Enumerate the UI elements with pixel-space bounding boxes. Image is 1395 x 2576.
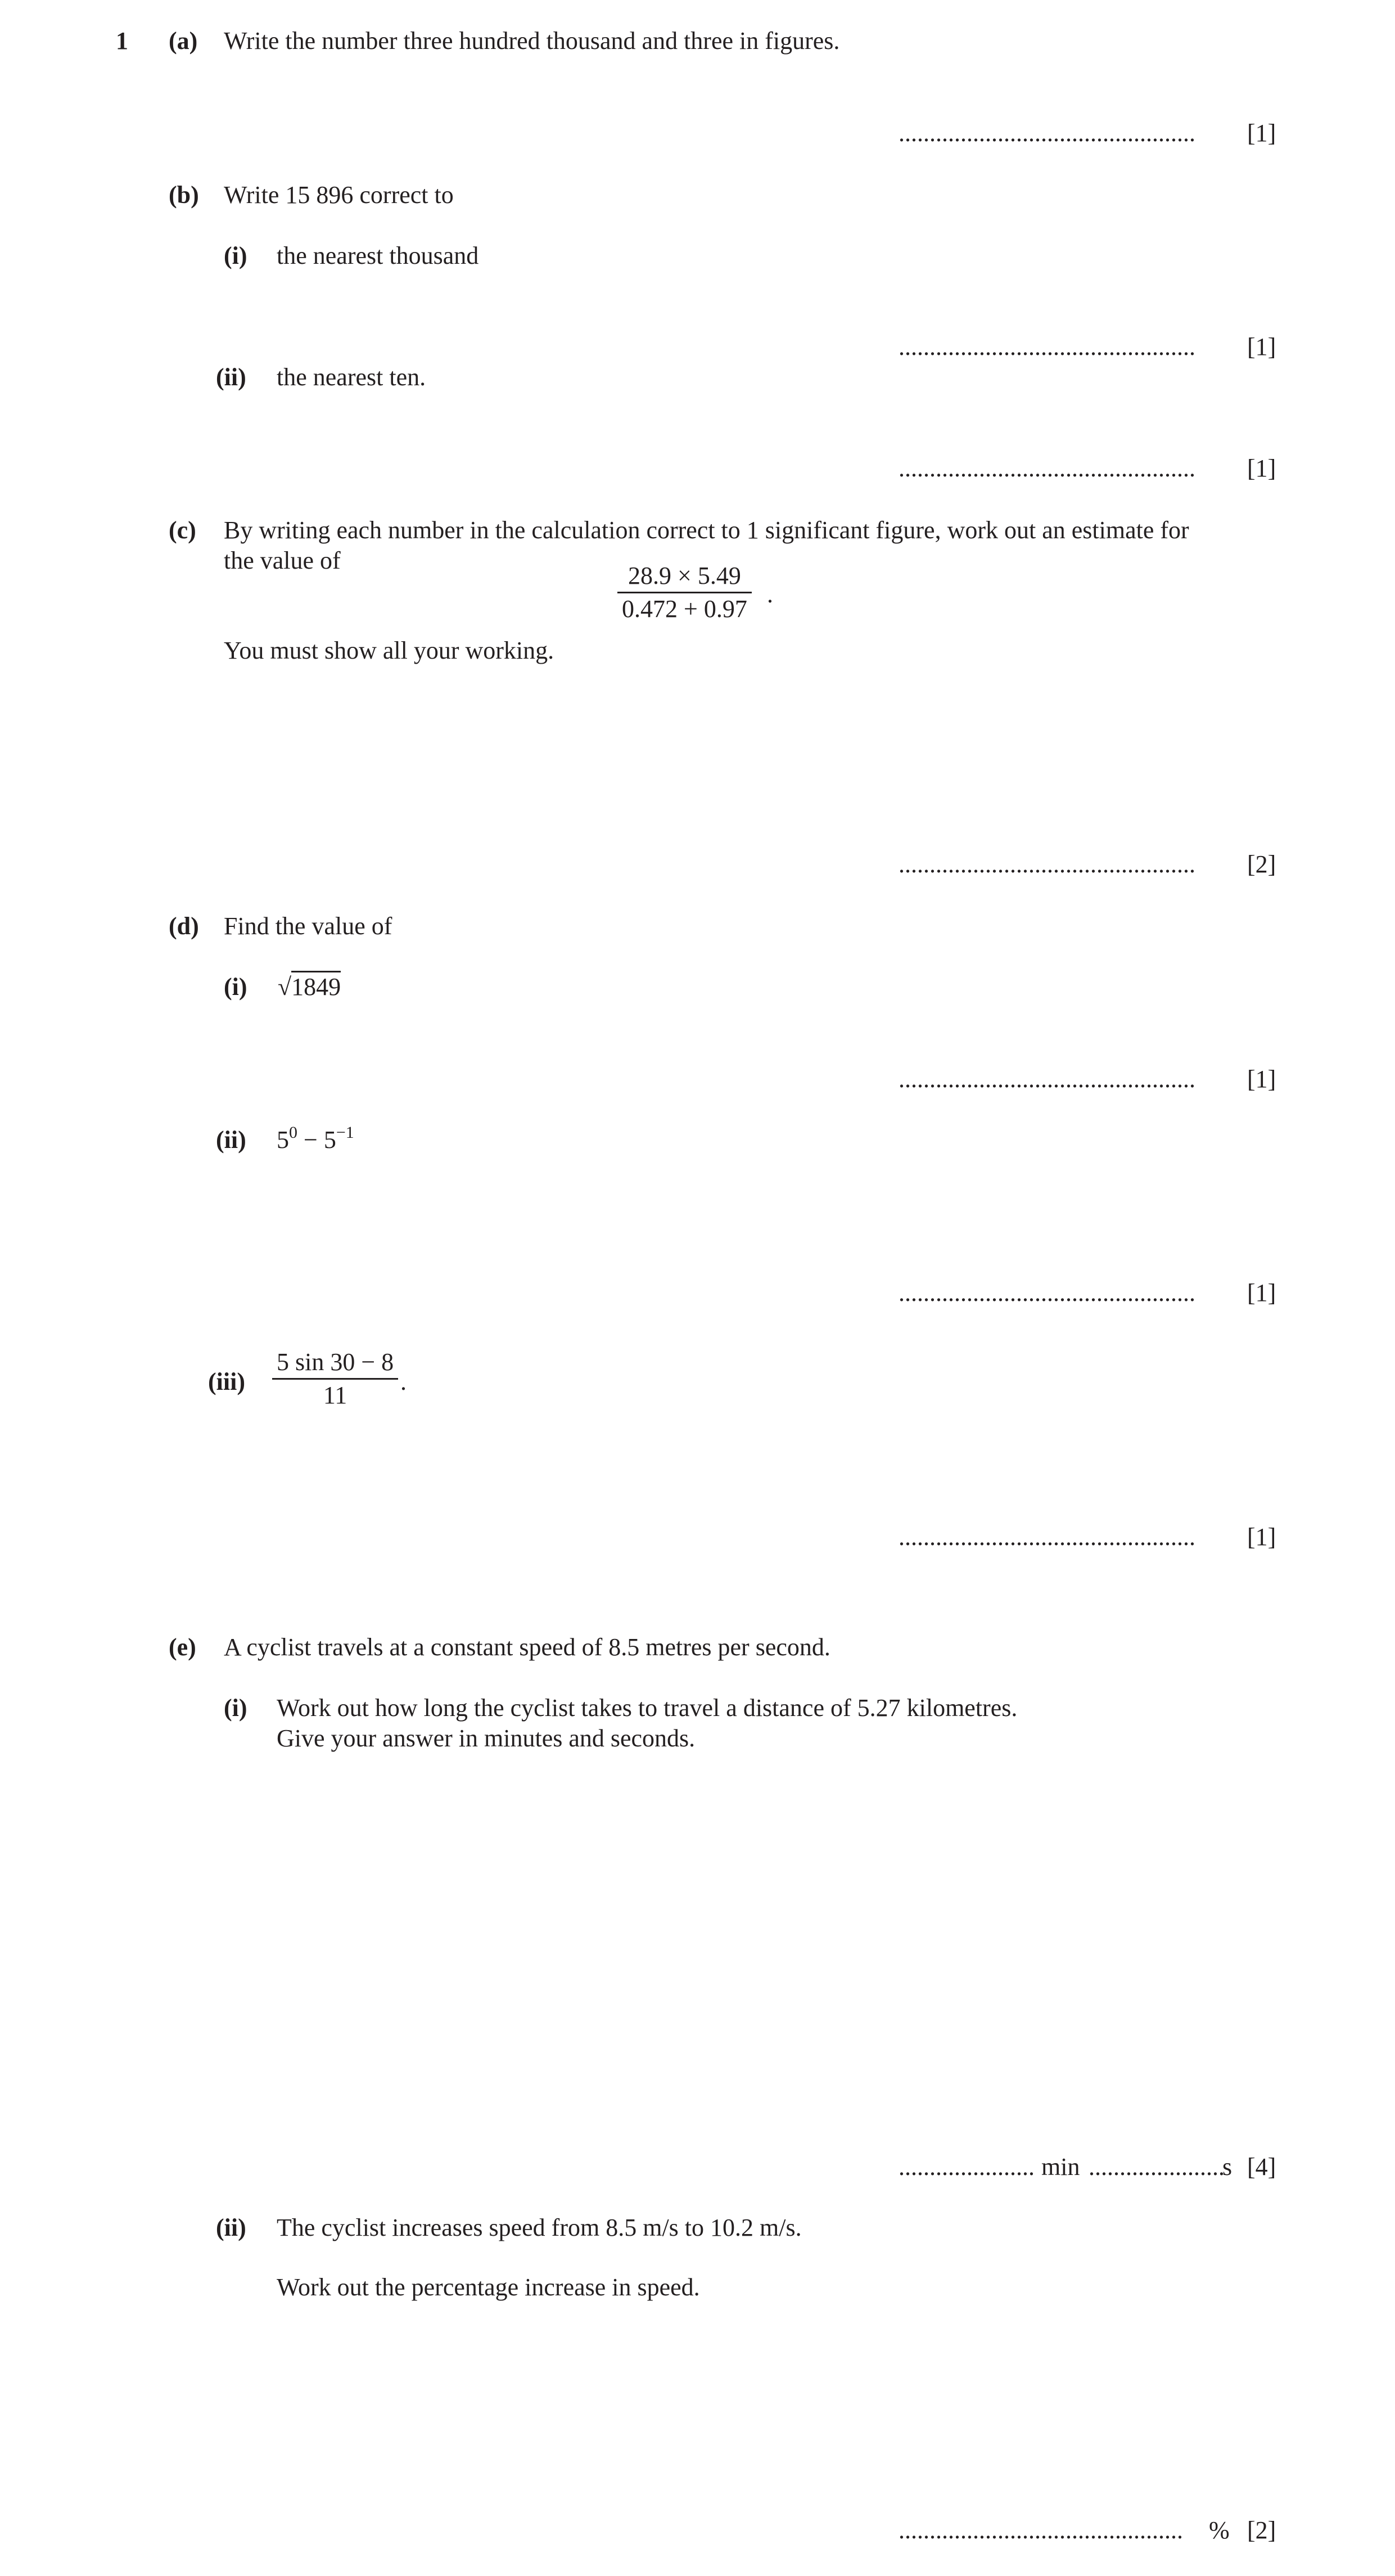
part-c-instruction: You must show all your working. — [224, 637, 554, 664]
part-d-ii-minus: − — [297, 1126, 324, 1154]
part-d-ii-answer-line[interactable]: ................................................ — [899, 1279, 1195, 1307]
part-c-label: (c) — [169, 516, 196, 544]
part-d-iii-end: . — [400, 1368, 407, 1395]
part-d-ii-exp1: 0 — [289, 1123, 297, 1142]
part-d-ii-expression — [277, 1125, 354, 1155]
part-c-marks: [2] — [1247, 850, 1276, 878]
part-d-iii-marks: [1] — [1247, 1523, 1276, 1551]
part-d-iii-label: (iii) — [208, 1368, 245, 1395]
part-e-ii-percent-unit: % — [1209, 2516, 1230, 2544]
part-b-ii-text: the nearest ten. — [277, 363, 426, 391]
part-d-ii-base2: 5 — [323, 1126, 336, 1154]
part-d-i-sqrt — [278, 971, 341, 1002]
part-c-numerator: 28.9 × 5.49 — [628, 562, 741, 589]
part-d-iii-answer-line[interactable]: ................................................ — [899, 1523, 1195, 1551]
part-e-i-text-line1: Work out how long the cyclist takes to travel a distance of 5.27 kilometres. — [277, 1694, 1018, 1722]
part-c-fraction — [617, 562, 752, 623]
part-e-ii-text: The cyclist increases speed from 8.5 m/s to 10.2 m/s. — [277, 2214, 802, 2241]
part-d-iii-fraction — [272, 1349, 398, 1409]
part-e-ii-answer-line[interactable]: .............................................. — [899, 2516, 1183, 2544]
part-c-fraction-end: . — [767, 580, 773, 608]
part-a-marks: [1] — [1247, 119, 1276, 147]
part-b-ii-label: (ii) — [216, 363, 246, 391]
part-e-i-text-line2: Give your answer in minutes and seconds. — [277, 1724, 696, 1752]
part-d-i-marks: [1] — [1247, 1065, 1276, 1093]
part-d-i-radicand: 1849 — [291, 971, 341, 1001]
part-c-text-line2: the value of — [224, 547, 341, 574]
question-number: 1 — [116, 27, 128, 55]
part-b-label: (b) — [169, 181, 199, 209]
part-d-ii-exp2: −1 — [336, 1123, 354, 1142]
part-e-i-s-unit: s — [1222, 2153, 1233, 2181]
part-a-label: (a) — [169, 27, 198, 55]
part-d-i-label: (i) — [224, 973, 247, 1001]
part-d-iii-numerator: 5 sin 30 − 8 — [277, 1348, 394, 1376]
part-d-ii-label: (ii) — [216, 1126, 246, 1154]
part-d-ii-base1: 5 — [277, 1126, 289, 1154]
part-e-ii-label: (ii) — [216, 2214, 246, 2241]
part-c-denominator: 0.472 + 0.97 — [617, 592, 752, 623]
part-e-i-min-unit: min — [1041, 2153, 1080, 2181]
part-c-answer-line[interactable]: ................................................ — [899, 850, 1195, 878]
part-d-label: (d) — [169, 912, 199, 940]
part-e-i-marks: [4] — [1247, 2153, 1276, 2181]
part-b-i-label: (i) — [224, 242, 247, 269]
part-b-ii-answer-line[interactable]: ................................................ — [899, 454, 1195, 482]
part-b-ii-marks: [1] — [1247, 454, 1276, 482]
part-d-iii-denominator: 11 — [272, 1378, 398, 1409]
part-b-i-marks: [1] — [1247, 333, 1276, 361]
part-e-i-label: (i) — [224, 1694, 247, 1722]
part-e-ii-marks: [2] — [1247, 2516, 1276, 2544]
part-e-i-seconds-answer-line[interactable]: ...................... — [1089, 2153, 1225, 2181]
part-b-text: Write 15 896 correct to — [224, 181, 454, 209]
part-e-text: A cyclist travels at a constant speed of 8.5 metres per second. — [224, 1633, 830, 1661]
sqrt-sign-icon: √ — [278, 973, 292, 1001]
part-c-text-line1: By writing each number in the calculation correct to 1 significant figure, work out an estimate for — [224, 516, 1189, 544]
part-b-i-text: the nearest thousand — [277, 242, 479, 269]
part-b-i-answer-line[interactable]: ................................................ — [899, 333, 1195, 361]
part-e-i-minutes-answer-line[interactable]: ...................... — [899, 2153, 1035, 2181]
part-d-text: Find the value of — [224, 912, 392, 940]
part-d-i-answer-line[interactable]: ................................................ — [899, 1065, 1195, 1093]
part-a-text: Write the number three hundred thousand and three in figures. — [224, 27, 840, 55]
part-e-ii-instruction: Work out the percentage increase in speed. — [277, 2273, 700, 2301]
part-d-ii-marks: [1] — [1247, 1279, 1276, 1307]
part-e-label: (e) — [169, 1633, 196, 1661]
part-a-answer-line[interactable]: ................................................ — [899, 119, 1195, 147]
